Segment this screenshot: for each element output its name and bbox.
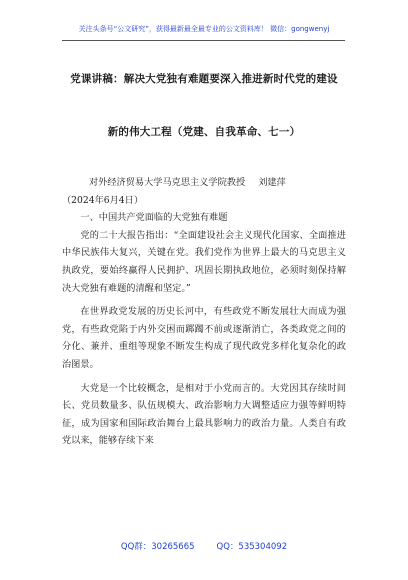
body-paragraph-1: 党的二十大报告指出：“全面建设社会主义现代化国家、全面推进中华民族伟大复兴，关键在党。我们党作为世界上最大的马克思主义执政党，要始终赢得人民拥护、巩固长期执政地位，必须时刻保持解决大党独有难题的清醒和坚定。” xyxy=(62,229,346,294)
author-line xyxy=(62,174,346,192)
header-divider xyxy=(62,40,345,41)
header-note: 关注头条号“公文研究”，获得最新最全最专业的公文资料库！ 微信：gongwenyj xyxy=(78,25,330,33)
author-affiliation: 对外经济贸易大学马克思主义学院教授 xyxy=(89,177,246,188)
document-date: （2024年6月4日） xyxy=(62,194,144,206)
body-paragraph-3: 大党是一个比较概念，是相对于小党而言的。大党因其存续时间长、党员数量多、队伍规模大、政治影响力大调整适应力强等鲜明特征，成为国家和国际政治舞台上最具影响力的政治力量。人类自有政党以来，能够存续下来 xyxy=(62,382,346,447)
document-body xyxy=(62,174,346,450)
footer-contact xyxy=(0,540,408,552)
body-paragraph-2: 在世界政党发展的历史长河中，有些政党不断发展壮大而成为强党，有些政党陷于内外交困而踯躅不前或逐渐消亡，各类政党之间的分化、兼并、重组等现象不断发生构成了现代政党多样化复杂化的政治图景。 xyxy=(62,306,346,370)
footer-qq: QQ：535304092 xyxy=(216,542,288,552)
footer-qq-group: QQ群：30265665 xyxy=(120,542,195,552)
section-heading: 一、中国共产党面临的大党独有难题 xyxy=(80,212,228,224)
document-title-line-2: 新的伟大工程（党建、自我革命、七一） xyxy=(107,126,301,138)
document-title-line-1: 党课讲稿：解决大党独有难题要深入推进新时代党的建设 xyxy=(70,73,338,85)
author-name: 刘建萍 xyxy=(258,177,286,188)
